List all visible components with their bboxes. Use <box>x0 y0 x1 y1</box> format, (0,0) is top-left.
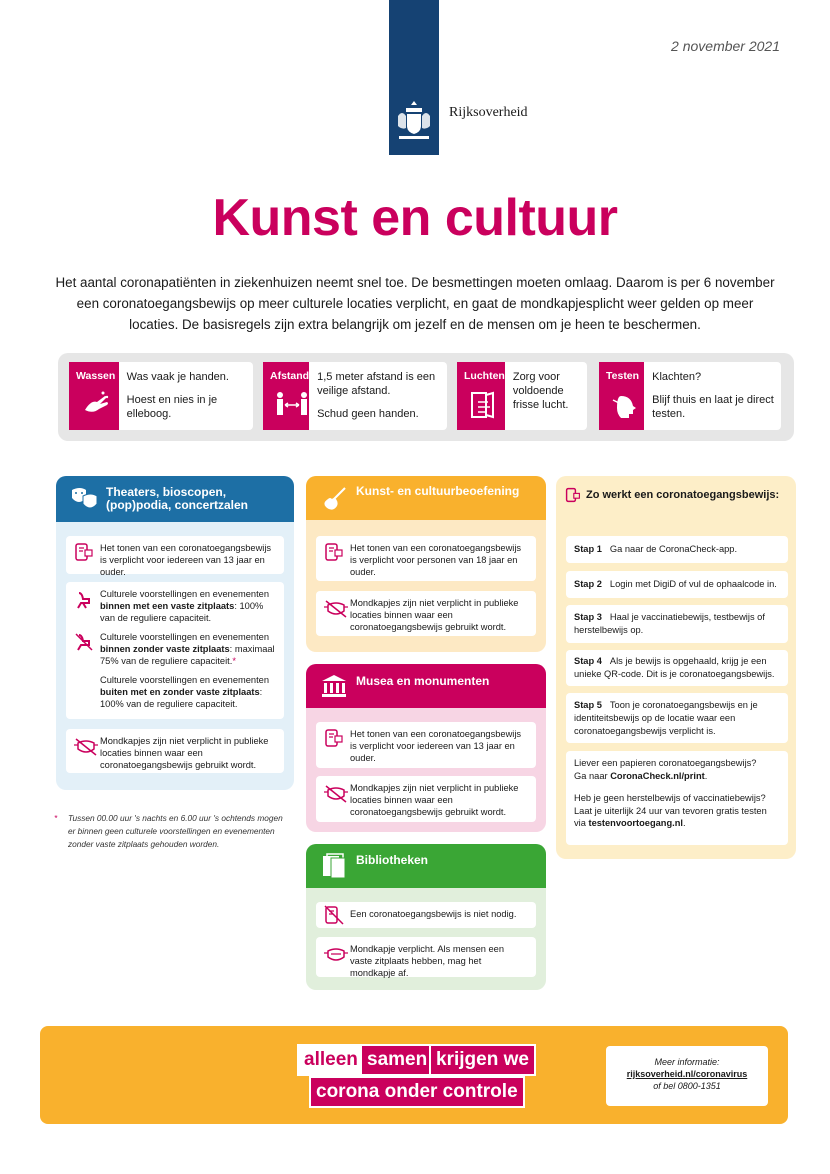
card-text: Mondkapjes zijn niet verplicht in publieke locaties binnen waar een coronatoegangsbewijs gebruikt wordt. <box>100 736 269 770</box>
rule-tag: Afstand <box>270 370 310 382</box>
card-text: Mondkapjes zijn niet verplicht in publieke locaties binnen waar een coronatoegangsbewijs gebruikt wordt. <box>350 783 519 817</box>
capacity-outdoor: Culturele voorstellingen en evenementen buiten met en zonder vaste zitplaats: 100% van de reguliere capaciteit. <box>100 675 270 709</box>
test-text: Laat je uiterlijk 24 uur van tevoren gratis testen <box>574 805 767 816</box>
rule-line: Blijf thuis en laat je direct testen. <box>652 394 774 420</box>
more-info-link[interactable]: rijksoverheid.nl/coronavirus <box>626 1069 748 1079</box>
slogan-word: corona onder controle <box>309 1076 525 1108</box>
howto-step-4: Stap 4 Als je bewijs is opgehaald, krijg je een unieke QR-code. Dit is je coronatoegangsbewijs. <box>566 650 788 686</box>
kunst-header <box>306 476 546 520</box>
publication-date: 2 november 2021 <box>671 38 780 54</box>
capacity-unseated: Culturele voorstellingen en evenementen binnen zonder vaste zitplaats: maximaal 75% van de reguliere capaciteit.* <box>100 632 275 666</box>
coat-of-arms-icon <box>395 98 433 142</box>
rule-testen <box>599 362 781 430</box>
ventilation-icon <box>469 390 499 420</box>
test-link[interactable]: testenvoortoegang.nl <box>588 818 683 828</box>
no-seat-icon <box>74 632 94 652</box>
rule-line: 1,5 meter afstand is een veilige afstand. <box>317 371 436 397</box>
qr-phone-icon <box>565 487 581 503</box>
test-icon <box>611 390 641 420</box>
rule-afstand <box>263 362 447 430</box>
hands-washing-icon <box>81 390 111 418</box>
more-info-box <box>606 1046 768 1106</box>
capacity-seated: Culturele voorstellingen en evenementen binnen met een vaste zitplaats: 100% van de reguliere capaciteit. <box>100 589 270 623</box>
card-text: Mondkapje verplicht. Als mensen een vaste zitplaats hebben, mag het mondkapje af. <box>350 944 505 978</box>
card-text: Het tonen van een coronatoegangsbewijs is verplicht voor iedereen van 13 jaar en ouder. <box>100 543 272 577</box>
theater-masks-icon <box>70 486 100 512</box>
seat-icon <box>74 590 94 610</box>
museum-icon <box>320 673 348 699</box>
rule-wassen <box>69 362 253 430</box>
rule-line: Hoest en nies in je elleboog. <box>126 394 218 420</box>
rule-line: Klachten? <box>652 371 702 383</box>
card-text: Het tonen van een coronatoegangsbewijs is verplicht voor personen van 18 jaar en ouder. <box>350 543 522 577</box>
musea-title: Musea en monumenten <box>356 674 490 688</box>
rule-line: Schud geen handen. <box>317 408 419 420</box>
qr-phone-icon <box>74 542 94 562</box>
no-qr-icon <box>324 905 344 925</box>
slogan-word: krijgen we <box>429 1044 536 1076</box>
more-info-phone: of bel 0800-1351 <box>653 1081 721 1091</box>
musea-header <box>306 664 546 708</box>
musea-card-mask <box>316 776 536 822</box>
rule-tag: Testen <box>606 370 640 382</box>
no-mask-icon <box>324 599 348 619</box>
no-mask-icon <box>74 737 98 757</box>
rule-line: Zorg voor voldoende frisse lucht. <box>512 371 569 411</box>
mask-icon <box>324 945 348 965</box>
intro-text: Het aantal coronapatiënten in ziekenhuizen neemt snel toe. De besmettingen moeten omlaag. Daarom is per 6 november een coronatoegangsbewijs op meer culturele locaties verplicht, en gaat de mondkapjesplicht weer gelden op meer locaties. De basisregels zijn extra belangrijk om jezelf en de mensen om je heen te beschermen. <box>55 275 775 332</box>
rule-line: Was vaak je handen. <box>126 371 229 383</box>
howto-step-3: Stap 3 Haal je vaccinatiebewijs, testbewijs of herstelbewijs op. <box>566 605 788 643</box>
paper-question: Liever een papieren coronatoegangsbewijs? <box>574 758 757 768</box>
no-mask-icon <box>324 784 348 804</box>
logo-text: Rijksoverheid <box>449 105 528 120</box>
musea-card-qr <box>316 722 536 768</box>
howto-step-5: Stap 5 Toon je coronatoegangsbewijs en je identiteitsbewijs op de locatie waar een coronatoegangsbewijs verplicht is. <box>566 693 788 743</box>
slogan-word: alleen <box>297 1044 365 1076</box>
violin-icon <box>320 485 348 513</box>
theaters-card-capacity <box>66 582 284 719</box>
bibliotheken-card-no-qr <box>316 902 536 928</box>
theaters-header <box>56 476 294 522</box>
rule-tag: Wassen <box>76 370 116 382</box>
books-icon <box>320 852 348 880</box>
howto-step-2: Stap 2 Login met DigiD of vul de ophaalcode in. <box>566 571 788 598</box>
kunst-card-mask <box>316 591 536 636</box>
page-title: Kunst en cultuur <box>212 189 618 247</box>
theaters-title: Theaters, bioscopen, (pop)podia, concertzalen <box>106 485 249 512</box>
test-link-line: via testenvoortoegang.nl. <box>574 818 686 828</box>
bibliotheken-card-mask <box>316 937 536 977</box>
paper-link-line: Ga naar CoronaCheck.nl/print. <box>574 770 708 781</box>
paper-link[interactable]: CoronaCheck.nl/print <box>610 770 705 781</box>
kunst-title: Kunst- en cultuurbeoefening <box>356 484 520 498</box>
card-text: Een coronatoegangsbewijs is niet nodig. <box>350 909 517 919</box>
qr-phone-icon <box>324 542 344 562</box>
kunst-card-qr <box>316 536 536 581</box>
bibliotheken-header <box>306 844 546 888</box>
card-text: Het tonen van een coronatoegangsbewijs is verplicht voor iedereen van 13 jaar en ouder. <box>350 729 522 763</box>
bibliotheken-title: Bibliotheken <box>356 853 429 867</box>
qr-phone-icon <box>324 728 344 748</box>
card-text: Mondkapjes zijn niet verplicht in publieke locaties binnen waar een coronatoegangsbewijs gebruikt wordt. <box>350 598 519 632</box>
theaters-card-mask <box>66 729 284 773</box>
rule-tag: Luchten <box>464 370 505 382</box>
test-question: Heb je geen herstelbewijs of vaccinatiebewijs? <box>574 793 766 803</box>
theaters-card-qr <box>66 536 284 577</box>
howto-title: Zo werkt een coronatoegangsbewijs: <box>586 489 780 501</box>
howto-step-1: Stap 1 Ga naar de CoronaCheck-app. <box>566 536 788 563</box>
howto-extra <box>566 751 788 845</box>
footnote: * Tussen 00.00 uur 's nachts en 6.00 uur 's ochtends mogen er binnen geen culturele voorstellingen en evenementen zonder vaste zitplaats gehouden worden. <box>54 813 283 849</box>
slogan-word: samen <box>360 1044 434 1076</box>
rule-luchten <box>457 362 587 430</box>
more-info-label: Meer informatie: <box>654 1057 720 1067</box>
distance-icon <box>275 390 309 418</box>
